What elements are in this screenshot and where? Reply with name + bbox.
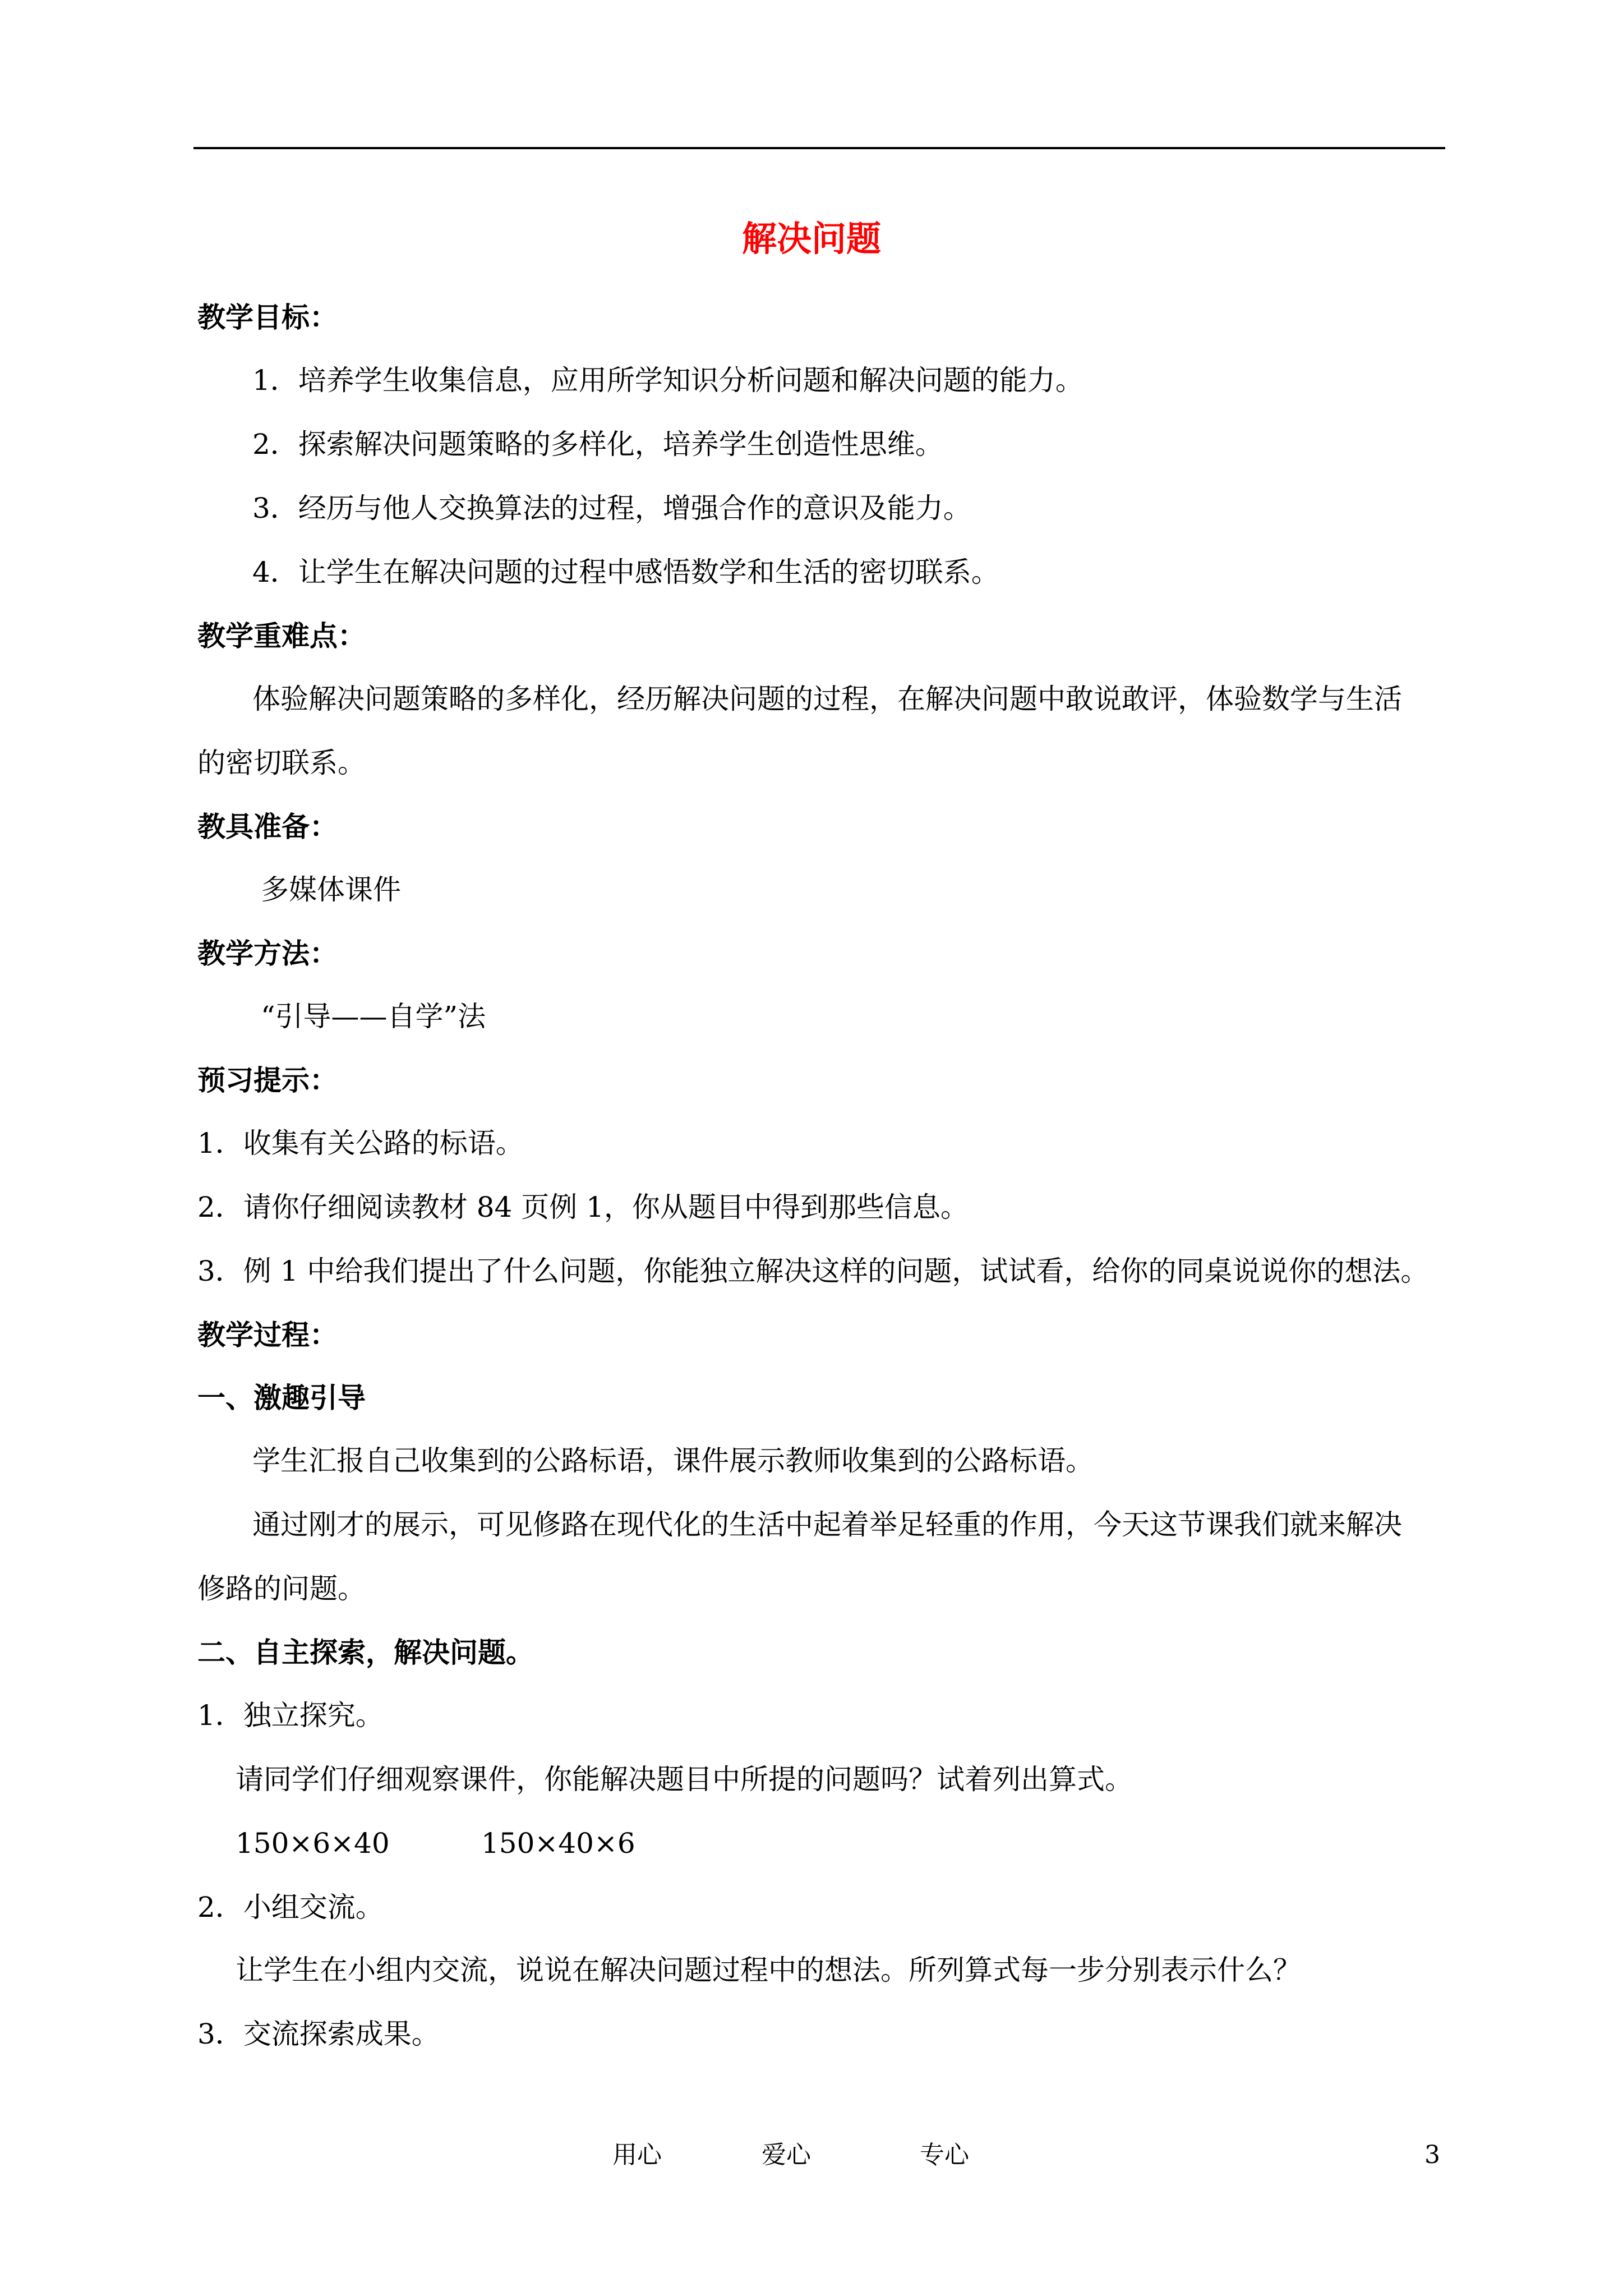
tools-text: 多媒体课件 xyxy=(261,873,401,906)
preview-item: 3．例 1 中给我们提出了什么问题，你能独立解决这样的问题，试试看，给你的同桌说说你的想法。 xyxy=(197,1255,1429,1287)
page-title: 解决问题 xyxy=(741,218,881,259)
page-number: 3 xyxy=(1424,2141,1440,2169)
part1-paragraph: 修路的问题。 xyxy=(197,1572,366,1605)
method-heading: 教学方法： xyxy=(197,937,338,970)
step-heading: 2．小组交流。 xyxy=(197,1891,384,1924)
step-heading: 3．交流探索成果。 xyxy=(197,2018,440,2050)
part1-heading: 一、激趣引导 xyxy=(197,1381,366,1414)
footer-word: 用心 xyxy=(612,2141,662,2169)
part1-paragraph: 通过刚才的展示，可见修路在现代化的生活中起着举足轻重的作用，今天这节课我们就来解决 xyxy=(252,1508,1402,1541)
key-text-line: 体验解决问题策略的多样化，经历解决问题的过程，在解决问题中敢说敢评，体验数学与生活 xyxy=(252,683,1402,715)
step-text: 请同学们仔细观察课件，你能解决题目中所提的问题吗？试着列出算式。 xyxy=(236,1763,1133,1796)
part2-heading: 二、自主探索，解决问题。 xyxy=(197,1636,534,1669)
method-text: “引导——自学”法 xyxy=(261,1000,486,1033)
key-heading: 教学重难点： xyxy=(197,619,366,652)
process-heading: 教学过程： xyxy=(197,1318,338,1351)
step-text: 让学生在小组内交流，说说在解决问题过程中的想法。所列算式每一步分别表示什么？ xyxy=(236,1954,1301,1986)
tools-heading: 教具准备： xyxy=(197,810,338,843)
goals-heading: 教学目标： xyxy=(197,301,338,334)
formula: 150×40×6 xyxy=(481,1827,635,1860)
goal-item: 1．培养学生收集信息，应用所学知识分析问题和解决问题的能力。 xyxy=(252,364,1083,397)
goal-item: 3．经历与他人交换算法的过程，增强合作的意识及能力。 xyxy=(252,492,971,524)
key-text-line: 的密切联系。 xyxy=(197,747,366,779)
part1-paragraph: 学生汇报自己收集到的公路标语，课件展示教师收集到的公路标语。 xyxy=(252,1444,1094,1477)
footer-word: 专心 xyxy=(920,2141,969,2169)
step-heading: 1．独立探究。 xyxy=(197,1699,384,1732)
preview-item: 2．请你仔细阅读教材 84 页例 1，你从题目中得到那些信息。 xyxy=(197,1191,969,1223)
goal-item: 2．探索解决问题策略的多样化，培养学生创造性思维。 xyxy=(252,428,943,461)
goal-item: 4．让学生在解决问题的过程中感悟数学和生活的密切联系。 xyxy=(252,556,999,588)
header-rule xyxy=(193,147,1445,149)
formula: 150×6×40 xyxy=(236,1827,390,1860)
preview-item: 1．收集有关公路的标语。 xyxy=(197,1127,524,1159)
footer-word: 爱心 xyxy=(762,2141,811,2169)
preview-heading: 预习提示： xyxy=(197,1064,338,1097)
